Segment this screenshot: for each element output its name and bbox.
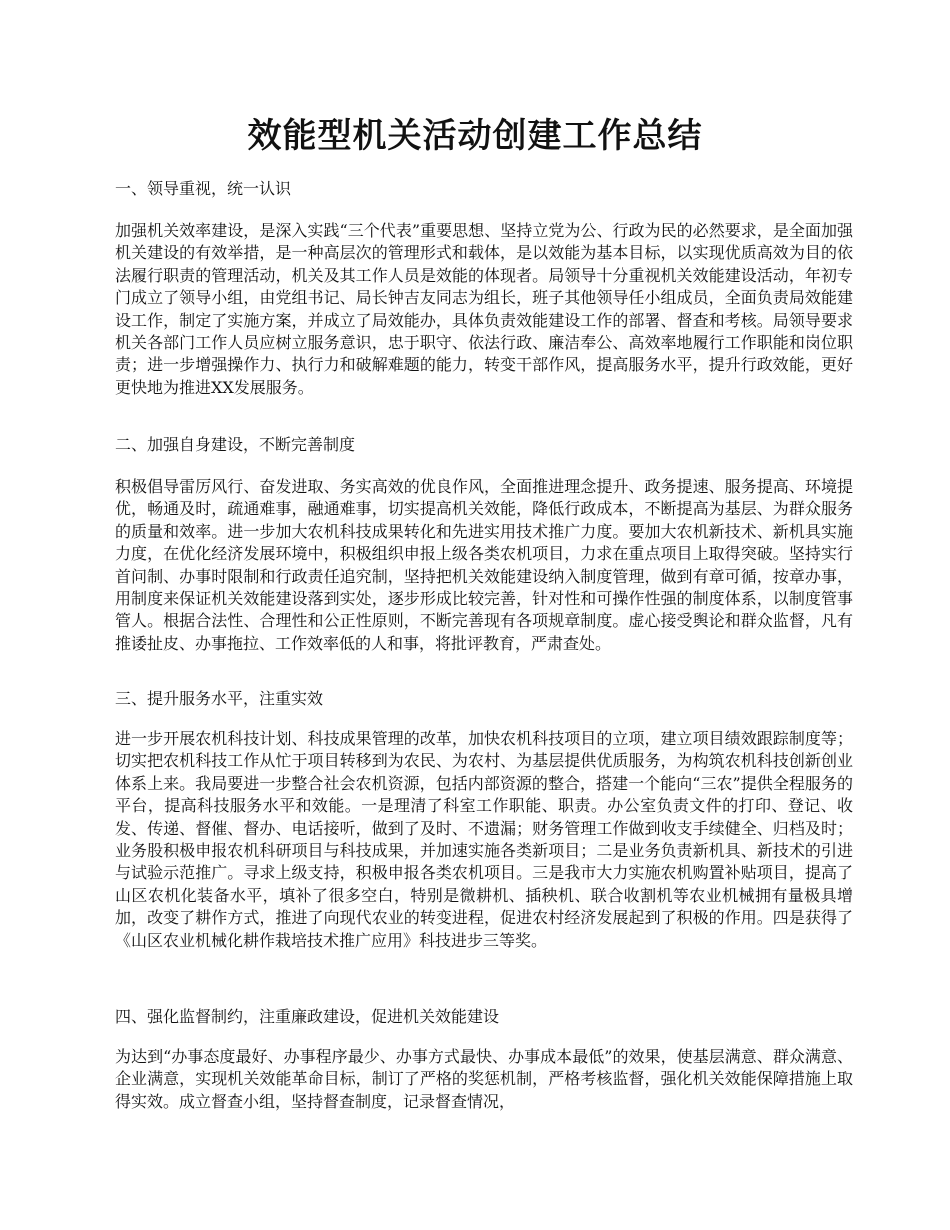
section-paragraph: 加强机关效率建设，是深入实践“三个代表”重要思想、坚持立党为公、行政为民的必然要求，是全面加强机关建设的有效举措，是一种高层次的管理形式和载体，是以效能为基本目标，以实现优质高效为目的依法履行职责的管理活动，机关及其工作人员是效能的体现者。局领导十分重视机关效能建设活动，年初专门成立了领导小组，由党组书记、局长钟吉友同志为组长，班子其他领导任小组成员，全面负责局效能建设工作，制定了实施方案，并成立了局效能办，具体负责效能建设工作的部署、督查和考核。局领导要求机关各部门工作人员应树立服务意识，忠于职守、依法行政、廉洁奉公、高效率地履行工作职能和岗位职责；进一步增强操作力、执行力和破解难题的能力，转变干部作风，提高服务水平，提升行政效能，更好更快地为推进XX发展服务。	[115, 221, 853, 397]
section-paragraph: 积极倡导雷厉风行、奋发进取、务实高效的优良作风，全面推进理念提升、政务提速、服务提高、环境提优，畅通及时，疏通难事，融通难事，切实提高机关效能，降低行政成本，不断提高为基层、为群众服务的质量和效率。进一步加大农机科技成果转化和先进实用技术推广力度。要加大农机新技术、新机具实施力度，在优化经济发展环境中，积极组织申报上级各类农机项目，力求在重点项目上取得突破。坚持实行首问制、办事时限制和行政责任追究制，坚持把机关效能建设纳入制度管理，做到有章可循，按章办事，用制度来保证机关效能建设落到实处，逐步形成比较完善，针对性和可操作性强的制度体系，以制度管事管人。根据合法性、合理性和公正性原则，不断完善现有各项规章制度。虚心接受舆论和群众监督，凡有推诿扯皮、办事拖拉、工作效率低的人和事，将批评教育，严肃查处。	[115, 477, 853, 653]
section-heading: 四、强化监督制约，注重廉政建设，促进机关效能建设	[115, 1007, 500, 1026]
section-heading: 一、领导重视，统一认识	[115, 179, 292, 198]
section-heading: 二、加强自身建设，不断完善制度	[115, 435, 356, 454]
section-paragraph: 为达到“办事态度最好、办事程序最少、办事方式最快、办事成本最低”的效果，使基层满意、群众满意、企业满意，实现机关效能革命目标，制订了严格的奖惩机制，严格考核监督，强化机关效能保障措施上取得实效。成立督查小组，坚持督查制度，记录督查情况，	[115, 1047, 853, 1111]
section-heading: 三、提升服务水平，注重实效	[115, 689, 324, 708]
document-title: 效能型机关活动创建工作总结	[247, 116, 703, 156]
section-paragraph: 进一步开展农机科技计划、科技成果管理的改革，加快农机科技项目的立项，建立项目绩效跟踪制度等；切实把农机科技工作从忙于项目转移到为农民、为农村、为基层提供优质服务，为构筑农机科技创新创业体系上来。我局要进一步整合社会农机资源，包括内部资源的整合，搭建一个能向“三农”提供全程服务的平台，提高科技服务水平和效能。一是理清了科室工作职能、职责。办公室负责文件的打印、登记、收发、传递、督催、督办、电话接听，做到了及时、不遗漏；财务管理工作做到收支手续健全、归档及时；业务股积极申报农机科研项目与科技成果，并加速实施各类新项目；二是业务负责新机具、新技术的引进与试验示范推广。寻求上级支持，积极申报各类农机项目。三是我市大力实施农机购置补贴项目，提高了山区农机化装备水平，填补了很多空白，特别是微耕机、插秧机、联合收割机等农业机械拥有量极具增加，改变了耕作方式，推进了向现代农业的转变进程，促进农村经济发展起到了积极的作用。四是获得了《山区农业机械化耕作栽培技术推广应用》科技进步三等奖。	[115, 729, 853, 950]
